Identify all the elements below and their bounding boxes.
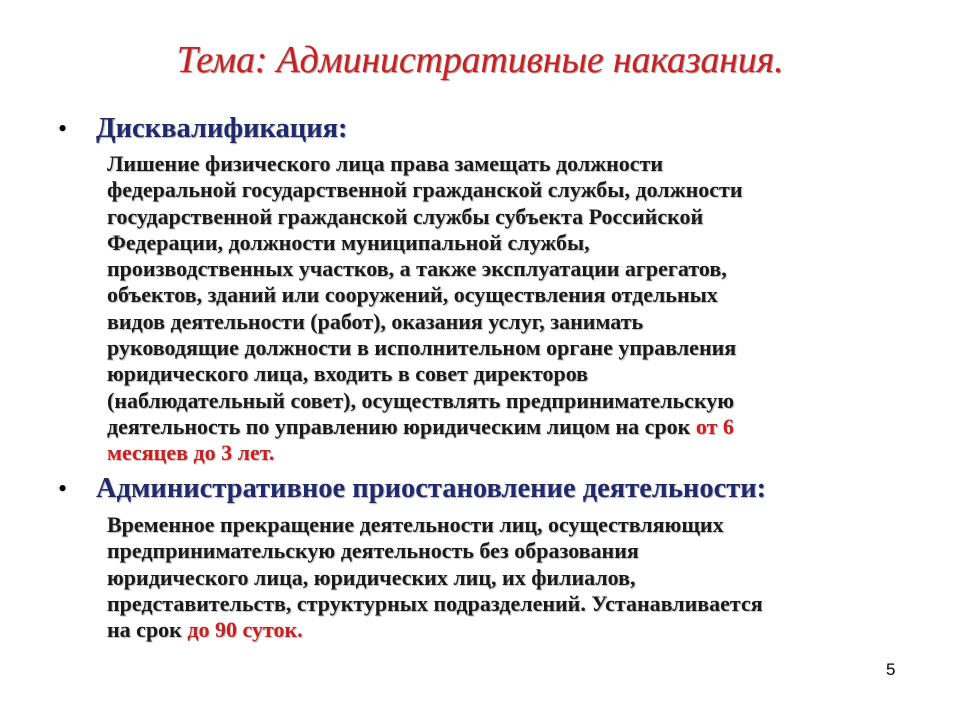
text-line: предпринимательскую деятельность без образования: [107, 538, 639, 564]
disqualification-description: [107, 151, 907, 467]
bullet-heading-suspension: Административное приостановление деятельности:: [96, 473, 767, 504]
term-highlight: до 90 суток.: [187, 617, 303, 643]
bullet-dot: •: [58, 114, 68, 143]
bullet-suspension: [58, 472, 918, 506]
text-line: Временное прекращение деятельности лиц, осуществляющих: [107, 512, 724, 537]
text-line: объектов, зданий или сооружений, осуществления отдельных: [107, 282, 718, 308]
text-line: федеральной государственной гражданской службы, должности: [107, 177, 743, 203]
text-line: Лишение физического лица права замещать должности: [107, 151, 664, 176]
term-highlight: от 6: [695, 413, 734, 439]
text-line: руководящие должности в исполнительном органе управления: [107, 335, 737, 361]
text-line-with-term: [107, 617, 907, 643]
text-line: юридического лица, юридических лиц, их филиалов,: [107, 564, 636, 590]
text-line: Федерации, должности муниципальной службы,: [107, 229, 590, 255]
text-line: производственных участков, а также эксплуатации агрегатов,: [107, 256, 727, 282]
bullet-dot: •: [58, 474, 68, 503]
text-line: государственной гражданской службы субъекта Российской: [107, 203, 704, 229]
term-highlight-line: месяцев до 3 лет.: [107, 440, 275, 466]
text-line: представительств, структурных подразделений. Устанавливается: [107, 590, 763, 616]
page-number: 5: [886, 660, 896, 679]
text-plain: на срок: [107, 617, 188, 643]
text-line-with-term: [107, 414, 907, 440]
text-line: (наблюдательный совет), осуществлять предпринимательскую: [107, 387, 735, 413]
suspension-description: [107, 512, 907, 643]
text-line: видов деятельности (работ), оказания услуг, занимать: [107, 308, 644, 334]
slide-title: Тема: Административные наказания.: [176, 39, 784, 81]
bullet-disqualification: [58, 112, 918, 146]
text-plain: деятельность по управлению юридическим лицом на срок: [107, 413, 696, 439]
bullet-heading-disqualification: Дисквалификация:: [96, 113, 348, 144]
text-line: юридического лица, входить в совет директоров: [107, 361, 589, 387]
